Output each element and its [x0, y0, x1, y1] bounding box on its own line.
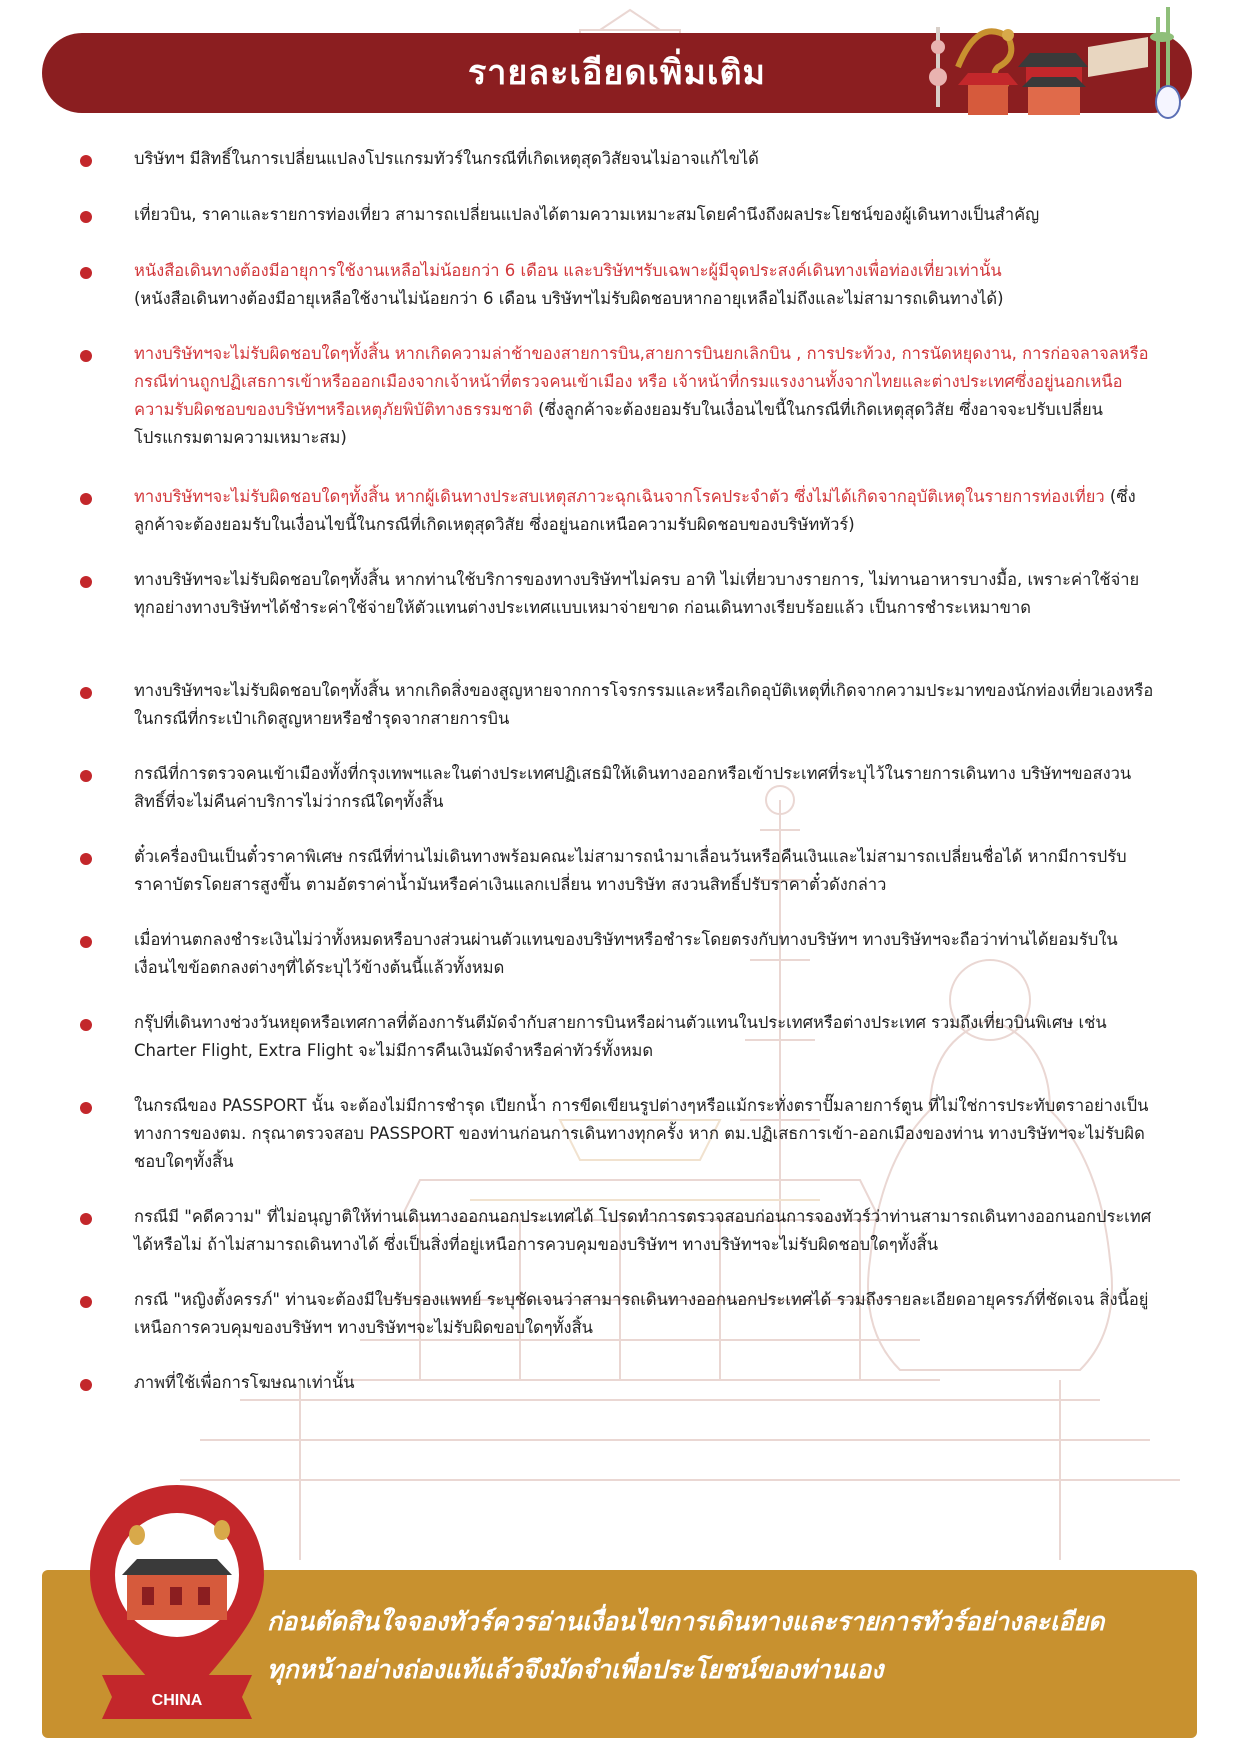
bullet-icon: [80, 576, 92, 588]
bullet-icon: [80, 1296, 92, 1308]
item-text: ตั๋วเครื่องบินเป็นตั๋วราคาพิเศษ กรณีที่ท่านไม่เดินทางพร้อมคณะไม่สามารถนำมาเลื่อนวันหรือคืนเงินและไม่สามารถเปลี่ยนชื่อได้ หากมีการปรับราคาบัตรโดยสารสูงขึ้น ตามอัตราค่าน้ำมันหรือค่าเงินแลกเปลี่ยน ทางบริษัท สงวนสิทธิ์ปรับราคาตั๋วดังกล่าว: [134, 847, 1127, 894]
item-text: ทางบริษัทฯจะไม่รับผิดชอบใดๆทั้งสิ้น หากท่านใช้บริการของทางบริษัทฯไม่ครบ อาทิ ไม่เที่ยวบางรายการ, ไม่ทานอาหารบางมื้อ, เพราะค่าใช้จ่ายทุกอย่างทางบริษัทฯได้ชำระค่าใช้จ่ายให้ตัวแทนต่างประเทศแบบเหมาจ่ายขาด ก่อนเดินทางเรียบร้อยแล้ว เป็นการชำระเหมาขาด: [134, 570, 1140, 617]
item-text: กรณีมี "คดีความ" ที่ไม่อนุญาติให้ท่านเดินทางออกนอกประเทศได้ โปรดทำการตรวจสอบก่อนการจองทัวร์ว่าท่านสามารถเดินทางออกนอกประเทศได้หรือไม่ ถ้าไม่สามารถเดินทางได้ ซึ่งเป็นสิ่งที่อยู่เหนือการควบคุมของบริษัทฯ ทางบริษัทฯจะไม่รับผิดชอบใดๆทั้งสิ้น: [134, 1207, 1152, 1254]
bullet-icon: [80, 853, 92, 865]
item-text: กรณีที่การตรวจคนเข้าเมืองทั้งที่กรุงเทพฯและในต่างประเทศปฏิเสธมิให้เดินทางออกหรือเข้าประเทศที่ระบุไว้ในรายการเดินทาง บริษัทฯขอสงวนสิทธิ์ที่จะไม่คืนค่าบริการไม่ว่ากรณีใดๆทั้งสิ้น: [134, 764, 1132, 811]
item-normal-text: (ซึ่งลูกค้าจะต้องยอมรับในเงื่อนไขนี้ในกรณีที่เกิดเหตุสุดวิสัย ซึ่งอยู่นอกเหนือความรับผิดชอบของบริษัททัวร์): [134, 487, 1136, 534]
item-normal-text: (ซึ่งลูกค้าจะต้องยอมรับในเงื่อนไขนี้ในกรณีที่เกิดเหตุสุดวิสัย ซึ่งอาจจะปรับเปลี่ยนโปรแกรมตามความเหมาะสม): [134, 400, 1103, 447]
bullet-icon: [80, 1019, 92, 1031]
item-text: ทางบริษัทฯจะไม่รับผิดชอบใดๆทั้งสิ้น หากเกิดสิ่งของสูญหายจากการโจรกรรมและหรือเกิดอุบัติเหตุที่เกิดจากความประมาทของนักท่องเที่ยวเองหรือในกรณีที่กระเป๋าเกิดสูญหายหรือชำรุดจากสายการบิน: [134, 681, 1154, 728]
bullet-icon: [80, 936, 92, 948]
china-landmarks-illustration: [918, 7, 1188, 127]
item-text: [134, 257, 1154, 313]
header-banner: [42, 33, 1192, 113]
bullet-icon: [80, 493, 92, 505]
bullet-icon: [80, 350, 92, 362]
badge-label: CHINA: [151, 1692, 203, 1709]
page-title: รายละเอียดเพิ่มเติม: [468, 53, 766, 93]
bullet-icon: [80, 770, 92, 782]
bullet-icon: [80, 687, 92, 699]
bullet-icon: [80, 267, 92, 279]
item-text: [134, 483, 1154, 539]
bullet-icon: [80, 1213, 92, 1225]
item-text: กรณี "หญิงตั้งครรภ์" ท่านจะต้องมีใบรับรองแพทย์ ระบุชัดเจนว่าสามารถเดินทางออกนอกประเทศได้ รวมถึงรายละเอียดอายุครรภ์ที่ชัดเจน สิ่งนี้อยู่เหนือการควบคุมของบริษัทฯ ทางบริษัทฯจะไม่รับผิดขอบใดๆทั้งสิ้น: [134, 1290, 1149, 1337]
item-text: เมื่อท่านตกลงชำระเงินไม่ว่าทั้งหมดหรือบางส่วนผ่านตัวแทนของบริษัทฯหรือชำระโดยตรงกับทางบริษัทฯ ทางบริษัทฯจะถือว่าท่านได้ยอมรับในเงื่อนไขข้อตกลงต่างๆที่ได้ระบุไว้ข้างต้นนี้แล้วทั้งหมด: [134, 930, 1118, 977]
item-text: เที่ยวบิน, ราคาและรายการท่องเที่ยว สามารถเปลี่ยนแปลงได้ตามความเหมาะสมโดยคำนึงถึงผลประโยชน์ของผู้เดินทางเป็นสำคัญ: [134, 205, 1040, 224]
footer-notice: [267, 1598, 1187, 1694]
item-highlight-text: ทางบริษัทฯจะไม่รับผิดชอบใดๆทั้งสิ้น หากเกิดความล่าช้าของสายการบิน,สายการบินยกเลิกบิน , การประท้วง, การนัดหยุดงาน, การก่อจลาจลหรือกรณีท่านถูกปฏิเสธการเข้าหรือออกเมืองจากเจ้าหน้าที่ตรวจคนเข้าเมือง หรือ เจ้าหน้าที่กรมแรงงานทั้งจากไทยและต่างประเทศซึ่งอยู่นอกเหนือความรับผิดชอบของบริษัทฯหรือเหตุภัยพิบัติทางธรรมชาติ: [134, 344, 1149, 419]
item-normal-text: (หนังสือเดินทางต้องมีอายุเหลือใช้งานไม่น้อยกว่า 6 เดือน บริษัทฯไม่รับผิดชอบหากอายุเหลือไม่ถึงและไม่สามารถเดินทางได้): [134, 289, 1004, 308]
footer-line-1: ก่อนตัดสินใจจองทัวร์ควรอ่านเงื่อนไขการเดินทางและรายการทัวร์อย่างละเอียด: [267, 1607, 1105, 1636]
china-pin-badge: [82, 1475, 272, 1750]
item-highlight-text: หนังสือเดินทางต้องมีอายุการใช้งานเหลือไม่น้อยกว่า 6 เดือน และบริษัทฯรับเฉพาะผู้มีจุดประสงค์เดินทางเพื่อท่องเที่ยวเท่านั้น: [134, 261, 1002, 280]
bullet-icon: [80, 1379, 92, 1391]
bullet-icon: [80, 155, 92, 167]
item-text: ในกรณีของ PASSPORT นั้น จะต้องไม่มีการชำรุด เปียกน้ำ การขีดเขียนรูปต่างๆหรือแม้กระทั่งตราปั๊มลายการ์ตูน ที่ไม่ใช่การประทับตราอย่างเป็นทางการของตม. กรุณาตรวจสอบ PASSPORT ของท่านก่อนการเดินทางทุกครั้ง หาก ตม.ปฏิเสธการเข้า-ออกเมืองของท่าน ทางบริษัทฯจะไม่รับผิดชอบใดๆทั้งสิ้น: [134, 1096, 1149, 1171]
item-text: กรุ๊ปที่เดินทางช่วงวันหยุดหรือเทศกาลที่ต้องการันตีมัดจำกับสายการบินหรือผ่านตัวแทนในประเทศหรือต่างประเทศ รวมถึงเที่ยวบินพิเศษ เช่น Charter Flight, Extra Flight จะไม่มีการคืนเงินมัดจำหรือค่าทัวร์ทั้งหมด: [134, 1013, 1107, 1060]
bullet-icon: [80, 1102, 92, 1114]
item-text: [134, 340, 1154, 452]
item-text: บริษัทฯ มีสิทธิ์ในการเปลี่ยนแปลงโปรแกรมทัวร์ในกรณีที่เกิดเหตุสุดวิสัยจนไม่อาจแก้ไขได้: [134, 149, 759, 168]
bullet-icon: [80, 211, 92, 223]
item-text: ภาพที่ใช้เพื่อการโฆษณาเท่านั้น: [134, 1373, 355, 1392]
item-highlight-text: ทางบริษัทฯจะไม่รับผิดชอบใดๆทั้งสิ้น หากผู้เดินทางประสบเหตุสภาวะฉุกเฉินจากโรคประจำตัว ซึ่งไม่ได้เกิดจากอุบัติเหตุในรายการท่องเที่ยว: [134, 487, 1105, 506]
footer-line-2: ทุกหน้าอย่างถ่องแท้แล้วจึงมัดจำเพื่อประโยชน์ของท่านเอง: [267, 1655, 884, 1684]
